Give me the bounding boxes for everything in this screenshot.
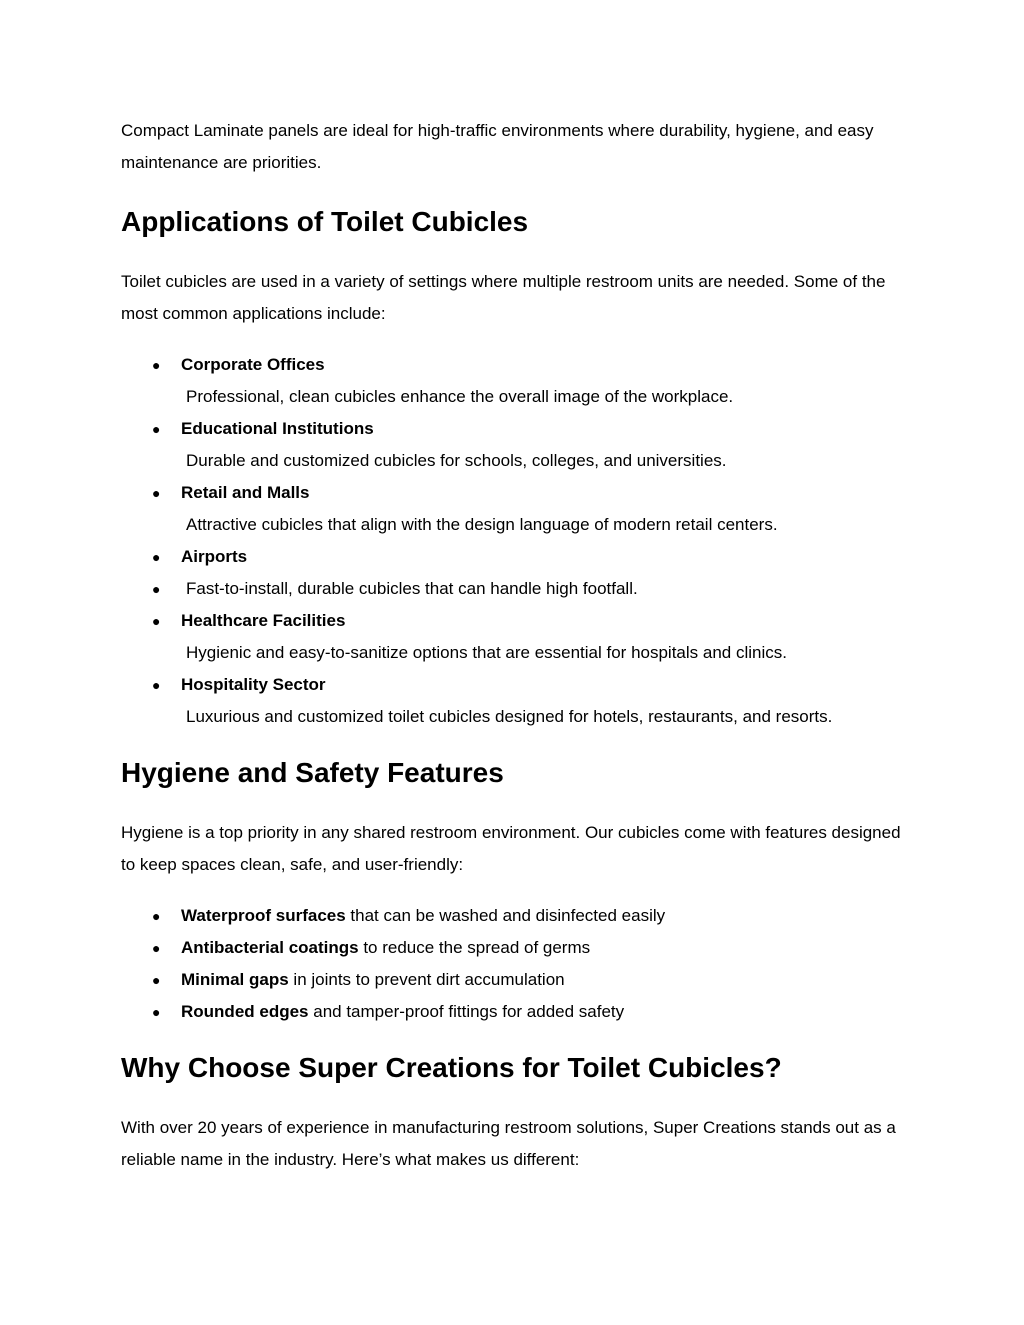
feature-description: in joints to prevent dirt accumulation (288, 970, 565, 989)
bullet-icon: ● (152, 940, 161, 956)
item-title: Healthcare Facilities (181, 611, 346, 630)
list-item (121, 541, 911, 573)
list-item (121, 669, 911, 733)
bullet-icon: ● (152, 677, 161, 693)
feature-description: and tamper-proof fittings for added safety (308, 1002, 625, 1021)
item-description: Attractive cubicles that align with the design language of modern retail centers. (186, 515, 778, 534)
bullet-icon: ● (152, 485, 161, 501)
bullet-icon: ● (152, 549, 161, 565)
list-item (121, 964, 911, 996)
document-page (121, 115, 911, 1175)
applications-heading: Applications of Toilet Cubicles (121, 206, 529, 237)
bullet-icon: ● (152, 357, 161, 373)
item-description: Fast-to-install, durable cubicles that can handle high footfall. (186, 579, 638, 598)
why-heading: Why Choose Super Creations for Toilet Cubicles? (121, 1052, 782, 1083)
feature-description: that can be washed and disinfected easily (345, 906, 666, 925)
hygiene-list (121, 900, 911, 1028)
list-item (121, 932, 911, 964)
hygiene-heading: Hygiene and Safety Features (121, 757, 504, 788)
list-item (121, 900, 911, 932)
applications-paragraph: Toilet cubicles are used in a variety of settings where multiple restroom units are needed. Some of the most common applications include: (121, 272, 886, 323)
feature-name: Rounded edges (181, 1002, 309, 1021)
item-description: Hygienic and easy-to-sanitize options that are essential for hospitals and clinics. (186, 643, 787, 662)
item-title: Hospitality Sector (181, 675, 326, 694)
item-title: Retail and Malls (181, 483, 310, 502)
list-item (121, 477, 911, 541)
item-description: Professional, clean cubicles enhance the overall image of the workplace. (186, 387, 734, 406)
bullet-icon: ● (152, 1004, 161, 1020)
item-description: Luxurious and customized toilet cubicles designed for hotels, restaurants, and resorts. (186, 707, 833, 726)
item-title: Corporate Offices (181, 355, 325, 374)
list-item (121, 349, 911, 413)
list-item (121, 573, 911, 605)
feature-name: Minimal gaps (181, 970, 289, 989)
bullet-icon: ● (152, 421, 161, 437)
bullet-icon: ● (152, 972, 161, 988)
feature-name: Waterproof surfaces (181, 906, 346, 925)
hygiene-paragraph: Hygiene is a top priority in any shared restroom environment. Our cubicles come with features designed to keep spaces clean, safe, and user-friendly: (121, 823, 901, 874)
list-item (121, 996, 911, 1028)
feature-name: Antibacterial coatings (181, 938, 359, 957)
item-title: Airports (181, 547, 248, 566)
bullet-icon: ● (152, 613, 161, 629)
item-description: Durable and customized cubicles for schools, colleges, and universities. (186, 451, 727, 470)
applications-list (121, 349, 911, 733)
bullet-icon: ● (152, 581, 161, 597)
feature-description: to reduce the spread of germs (358, 938, 591, 957)
list-item (121, 413, 911, 477)
intro-paragraph: Compact Laminate panels are ideal for high-traffic environments where durability, hygiene, and easy maintenance are priorities. (121, 121, 874, 172)
bullet-icon: ● (152, 908, 161, 924)
list-item (121, 605, 911, 669)
item-title: Educational Institutions (181, 419, 374, 438)
why-paragraph: With over 20 years of experience in manufacturing restroom solutions, Super Creations stands out as a reliable name in the industry. Here’s what makes us different: (121, 1118, 896, 1169)
